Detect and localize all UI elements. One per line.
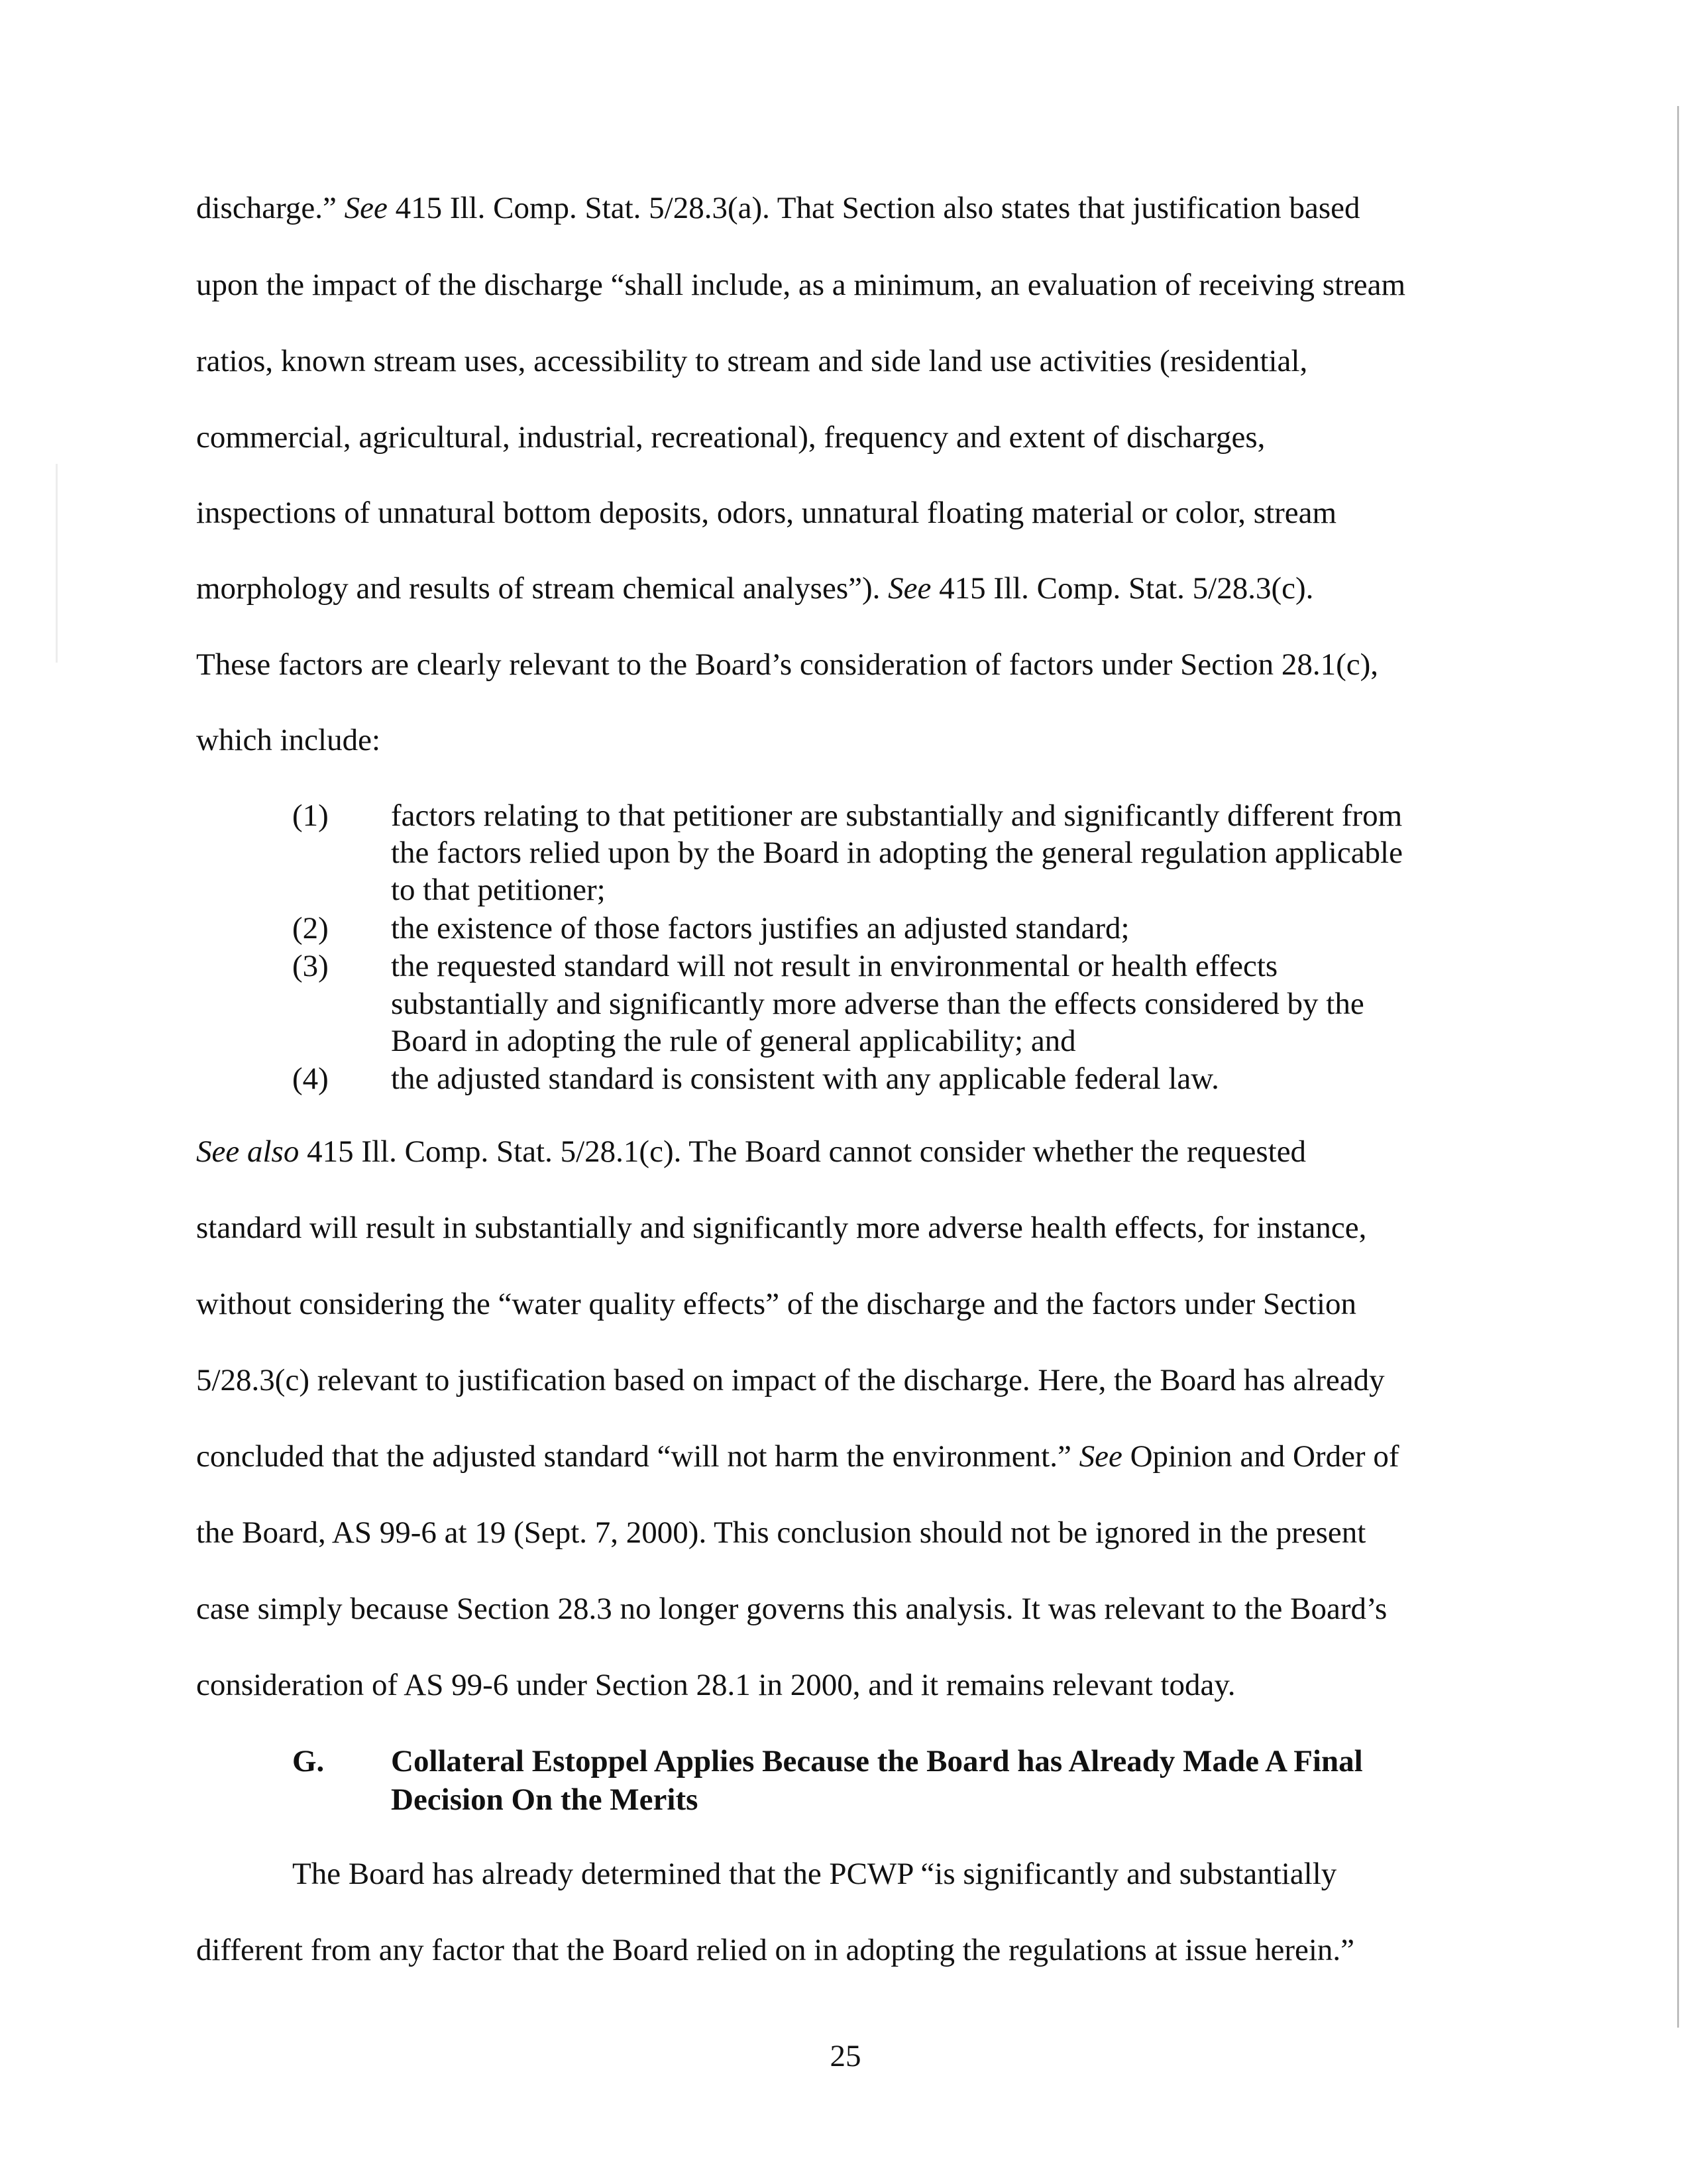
paragraph-line	[196, 1133, 1306, 1170]
list-number: (1)	[292, 798, 329, 833]
citation-signal: See	[888, 571, 932, 606]
paragraph-line: standard will result in substantially and significantly more adverse health effects, for instance,	[196, 1211, 1367, 1245]
citation-signal: See also	[196, 1134, 300, 1169]
scan-edge	[1677, 106, 1679, 2028]
paragraph-line: commercial, agricultural, industrial, recreational), frequency and extent of discharges,	[196, 420, 1266, 455]
paragraph-line: These factors are clearly relevant to the Board’s consideration of factors under Section 28.1(c),	[196, 647, 1378, 682]
list-item-line: factors relating to that petitioner are substantially and significantly different from	[391, 798, 1403, 833]
paragraph-line: which include:	[196, 723, 381, 757]
list-number: (3)	[292, 949, 329, 983]
list-item-line: the existence of those factors justifies an adjusted standard;	[391, 911, 1130, 946]
text-run: 415 Ill. Comp. Stat. 5/28.1(c). The Board cannot consider whether the requested	[299, 1134, 1307, 1169]
list-item-line: the factors relied upon by the Board in adopting the general regulation applicable	[391, 836, 1403, 870]
text-run: 415 Ill. Comp. Stat. 5/28.3(c).	[931, 571, 1314, 606]
list-number: (4)	[292, 1062, 329, 1096]
list-number: (2)	[292, 911, 329, 946]
list-item-line: the adjusted standard is consistent with any applicable federal law.	[391, 1062, 1219, 1096]
text-run: Opinion and Order of	[1122, 1439, 1399, 1474]
citation-signal: See	[1079, 1439, 1122, 1474]
paragraph-line: ratios, known stream uses, accessibility to stream and side land use activities (residential,	[196, 344, 1308, 378]
paragraph-line	[196, 570, 1313, 607]
paragraph-line: inspections of unnatural bottom deposits, odors, unnatural floating material or color, stream	[196, 496, 1337, 530]
paragraph-line: different from any factor that the Board relied on in adopting the regulations at issue herein.”	[196, 1933, 1354, 1967]
section-heading: Collateral Estoppel Applies Because the Board has Already Made A Final	[391, 1744, 1363, 1778]
text-run: 415 Ill. Comp. Stat. 5/28.3(a). That Section also states that justification based	[387, 191, 1360, 225]
citation-signal: See	[344, 191, 388, 225]
scan-mark	[56, 464, 58, 663]
text-run: discharge.”	[196, 191, 345, 225]
paragraph-line: consideration of AS 99-6 under Section 28.1 in 2000, and it remains relevant today.	[196, 1668, 1236, 1702]
section-letter: G.	[292, 1744, 325, 1778]
list-item-line: substantially and significantly more adverse than the effects considered by the	[391, 987, 1364, 1021]
paragraph-line: The Board has already determined that the PCWP “is significantly and substantially	[292, 1857, 1337, 1891]
text-run: concluded that the adjusted standard “will not harm the environment.”	[196, 1439, 1079, 1474]
paragraph-line	[196, 1438, 1399, 1475]
text-run: morphology and results of stream chemical analyses”).	[196, 571, 889, 606]
list-item-line: to that petitioner;	[391, 873, 606, 907]
paragraph-line: case simply because Section 28.3 no longer governs this analysis. It was relevant to the Board’s	[196, 1592, 1388, 1626]
list-item-line: Board in adopting the rule of general applicability; and	[391, 1024, 1076, 1058]
paragraph-line: without considering the “water quality effects” of the discharge and the factors under Section	[196, 1287, 1357, 1321]
section-heading: Decision On the Merits	[391, 1782, 698, 1817]
page-number: 25	[830, 2039, 861, 2073]
paragraph-line	[196, 190, 1360, 227]
paragraph-line: the Board, AS 99-6 at 19 (Sept. 7, 2000). This conclusion should not be ignored in the present	[196, 1515, 1366, 1550]
list-item-line: the requested standard will not result in environmental or health effects	[391, 949, 1278, 983]
paragraph-line: 5/28.3(c) relevant to justification based on impact of the discharge. Here, the Board has already	[196, 1363, 1385, 1397]
paragraph-line: upon the impact of the discharge “shall include, as a minimum, an evaluation of receiving stream	[196, 268, 1406, 302]
